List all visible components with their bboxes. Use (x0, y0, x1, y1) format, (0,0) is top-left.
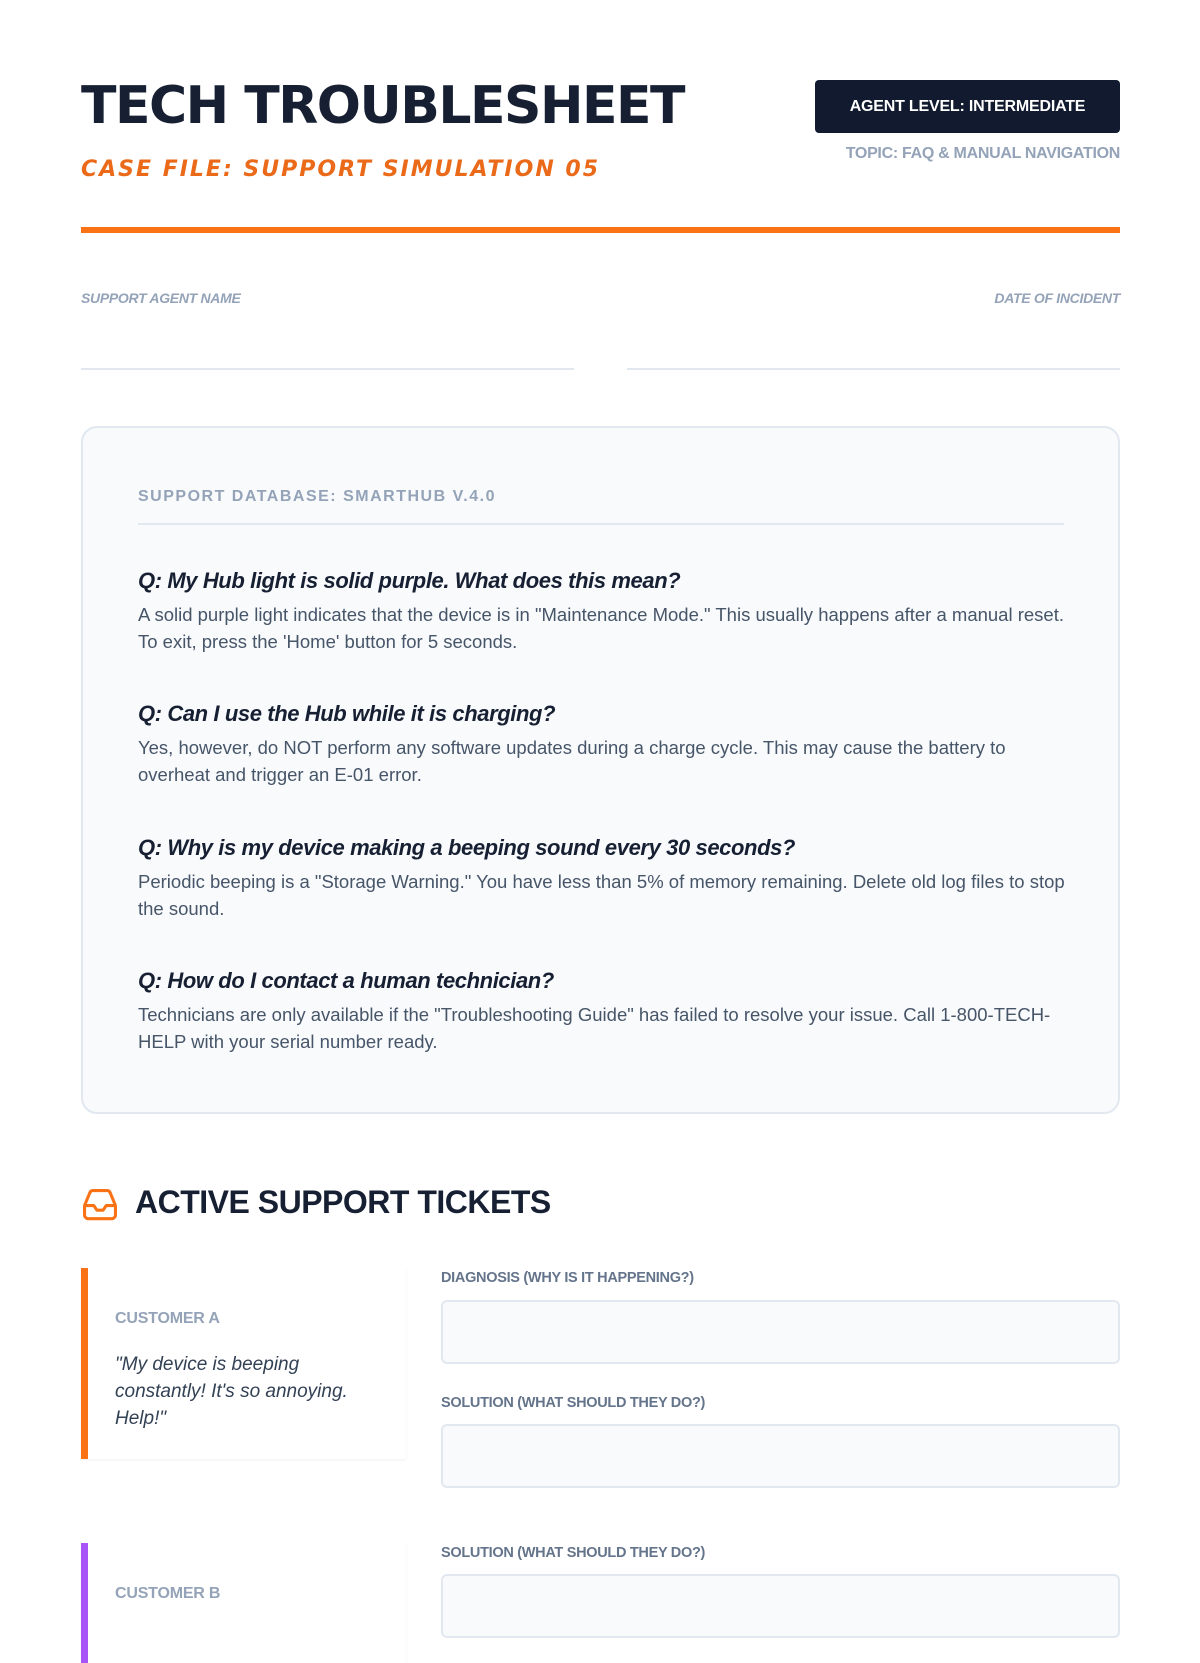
customer-a-card (81, 1268, 406, 1459)
faq-item (138, 566, 1068, 655)
inbox-icon (81, 1187, 119, 1221)
faq-answer: Periodic beeping is a "Storage Warning." You have less than 5% of memory remaining. Delete old log files to stop the sound. (138, 871, 1065, 919)
tickets-heading: ACTIVE SUPPORT TICKETS (135, 1184, 551, 1220)
diagnosis-label-a: DIAGNOSIS (WHY IS IT HAPPENING?) (441, 1270, 694, 1286)
faq-question: Q: My Hub light is solid purple. What does this mean? (138, 568, 681, 593)
agent-level-badge: AGENT LEVEL: INTERMEDIATE (815, 80, 1120, 133)
faq-answer: Yes, however, do NOT perform any software updates during a charge cycle. This may cause the battery to overheat and trigger an E-01 error. (138, 737, 1006, 785)
solution-label-a: SOLUTION (WHAT SHOULD THEY DO?) (441, 1395, 706, 1411)
faq-item (138, 699, 1068, 788)
customer-a-quote: "My device is beeping constantly! It's so annoying. Help!" (115, 1354, 348, 1429)
solution-label-b: SOLUTION (WHAT SHOULD THEY DO?) (441, 1545, 706, 1561)
faq-item (138, 966, 1068, 1055)
date-field[interactable] (627, 368, 1120, 370)
case-file-subtitle: CASE FILE: SUPPORT SIMULATION 05 (81, 157, 601, 182)
faq-question: Q: Can I use the Hub while it is charging? (138, 701, 556, 726)
header-divider (81, 227, 1120, 233)
faq-panel (81, 426, 1120, 1114)
faq-answer: A solid purple light indicates that the device is in "Maintenance Mode." This usually happens after a manual reset. To exit, press the 'Home' button for 5 seconds. (138, 604, 1064, 652)
customer-a-name: CUSTOMER A (115, 1310, 220, 1327)
faq-question: Q: Why is my device making a beeping sound every 30 seconds? (138, 835, 796, 860)
customer-b-name: CUSTOMER B (115, 1585, 221, 1602)
topic-label: TOPIC: FAQ & MANUAL NAVIGATION (845, 145, 1120, 162)
faq-question: Q: How do I contact a human technician? (138, 968, 554, 993)
agent-name-field[interactable] (81, 368, 574, 370)
worksheet-page (81, 0, 1120, 1600)
agent-name-label: SUPPORT AGENT NAME (81, 290, 241, 306)
faq-panel-title: SUPPORT DATABASE: SMARTHUB V.4.0 (138, 488, 496, 505)
date-label: DATE OF INCIDENT (994, 290, 1120, 306)
customer-b-card (81, 1543, 406, 1663)
diagnosis-input-a[interactable] (441, 1300, 1120, 1364)
solution-input-a[interactable] (441, 1424, 1120, 1488)
faq-item (138, 833, 1068, 922)
solution-input-b[interactable] (441, 1574, 1120, 1638)
page-title: TECH TROUBLESHEET (81, 76, 684, 136)
faq-divider (138, 523, 1064, 525)
faq-answer: Technicians are only available if the "Troubleshooting Guide" has failed to resolve your issue. Call 1-800-TECH-HELP with your serial number ready. (138, 1004, 1051, 1052)
